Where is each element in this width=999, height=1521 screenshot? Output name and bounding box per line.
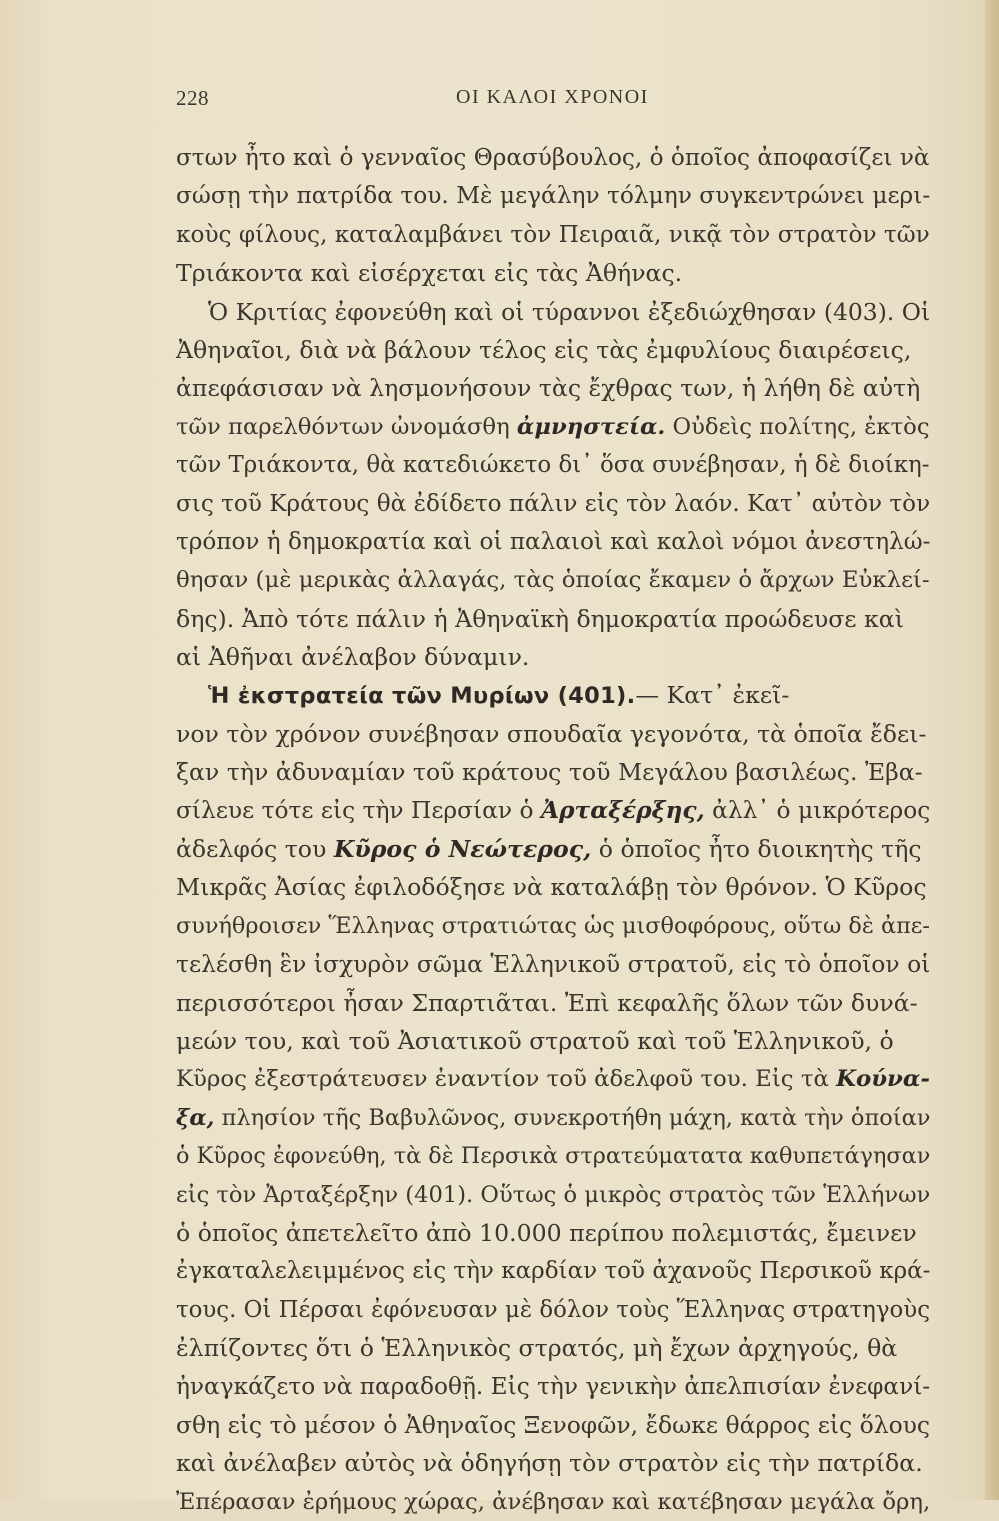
text-line [176,830,934,868]
text-run: πλησίον τῆς Βαβυλῶνος, συνεκροτήθη μάχη, κατὰ τὴν ὁποίαν [214,1104,931,1131]
text-line: καὶ ἀνέλαβεν αὐτὸς νὰ ὁδηγήσῃ τὸν στρατὸν εἰς τὴν πατρίδα. [176,1449,923,1478]
text-line: τελέσθη ἓν ἰσχυρὸν σῶμα Ἑλληνικοῦ στρατοῦ, εἰς τὸ ὁποῖον οἱ [176,950,931,979]
text-line: Ὁ Κριτίας ἐφονεύθη καὶ οἱ τύραννοι ἐξεδιώχθησαν (403). Οἱ [208,297,931,326]
text-line [176,1099,934,1137]
text-line [176,1060,934,1098]
emphasized-term: ἀμνηστεία. [516,413,666,440]
text-line: σώσῃ τὴν πατρίδα του. Μὲ μεγάλην τόλμην συγκεντρώνει μερι- [176,182,931,210]
page-number: 228 [176,86,209,110]
text-line [176,792,934,830]
emphasized-term: Ἀρταξέρξης, [540,796,705,824]
text-line: ἐλπίζοντες ὅτι ὁ Ἑλληνικὸς στρατός, μὴ ἔχων ἀρχηγούς, θὰ [176,1334,898,1363]
page-edge [985,0,999,1500]
text-line: αἱ Ἀθῆναι ἀνέλαβον δύναμιν. [176,643,530,672]
text-run: Οὐδεὶς πολίτης, ἐκτὸς [665,413,930,440]
body-text [176,139,934,1521]
emphasized-term: ξα, [176,1104,215,1131]
text-line: μεών του, καὶ τοῦ Ἀσιατικοῦ στρατοῦ καὶ τοῦ Ἑλληνικοῦ, ὁ [176,1026,894,1055]
text-line: ἐγκαταλελειμμένος εἰς τὴν καρδίαν τοῦ ἀχανοῦς Περσικοῦ κρά- [176,1258,931,1285]
text-line: τῶν Τριάκοντα, θὰ κατεδιώκετο δι᾽ ὅσα συνέβησαν, ἡ δὲ διοίκη- [176,452,930,479]
text-run: ὁ ὁποῖος ἦτο διοικητὴς τῆς [591,835,922,864]
text-line [176,676,934,714]
text-line: ἠναγκάζετο νὰ παραδοθῇ. Εἰς τὴν γενικὴν ἀπελπισίαν ἐνεφανί- [176,1372,931,1400]
text-line: περισσότεροι ἦσαν Σπαρτιᾶται. Ἐπὶ κεφαλῆς ὅλων τῶν δυνά- [176,988,918,1017]
text-line: σις τοῦ Κράτους θὰ ἐδίδετο πάλιν εἰς τὸν λαόν. Κατ᾽ αὐτὸν τὸν [176,490,931,517]
running-title: ΟΙ ΚΑΛΟΙ ΧΡΟΝΟΙ [456,86,649,108]
text-line: Τριάκοντα καὶ εἰσέρχεται εἰς τὰς Ἀθήνας. [176,259,683,288]
running-head [176,86,934,122]
text-line: δης). Ἀπὸ τότε πάλιν ἡ Ἀθηναϊκὴ δημοκρατία προώδευσε καὶ [176,604,904,633]
text-line: Ἀθηναῖοι, διὰ νὰ βάλουν τέλος εἰς τὰς ἐμφυλίους διαιρέσεις, [176,335,912,364]
emphasized-term: Κούνα- [836,1066,930,1093]
text-line: ἀπεφάσισαν νὰ λησμονήσουν τὰς ἔχθρας των, ἡ λήθη δὲ αὐτὴ [176,374,921,403]
text-run: — Κατ᾽ ἐκεῖ- [635,681,790,710]
text-line: εἰς τὸν Ἀρταξέρξην (401). Οὕτως ὁ μικρὸς στρατὸς τῶν Ἑλλήνων [176,1181,931,1208]
text-line: ὁ ὁποῖος ἀπετελεῖτο ἀπὸ 10.000 περίπου πολεμιστάς, ἔμεινεν [176,1218,917,1247]
text-line: σθη εἰς τὸ μέσον ὁ Ἀθηναῖος Ξενοφῶν, ἔδωκε θάρρος εἰς ὅλους [176,1410,931,1439]
text-line: κοὺς φίλους, καταλαμβάνει τὸν Πειραιᾶ, νικᾷ τὸν στρατὸν τῶν [176,220,930,248]
text-line: Ἐπέρασαν ἐρήμους χώρας, ἀνέβησαν καὶ κατέβησαν μεγάλα ὄρη, [176,1488,931,1515]
text-line: ξαν τὴν ἀδυναμίαν τοῦ κράτους τοῦ Μεγάλου βασιλέως. Ἐβα- [176,758,923,787]
text-line: νον τὸν χρόνον συνέβησαν σπουδαῖα γεγονότα, τὰ ὁποῖα ἔδει- [176,719,927,748]
section-heading: Ἡ ἐκστρατεία τῶν Μυρίων (401). [208,683,636,710]
text-run: Κῦρος ἐξεστράτευσεν ἐναντίον τοῦ ἀδελφοῦ του. Εἰς τὰ [176,1066,837,1093]
emphasized-term: Κῦρος ὁ Νεώτερος, [333,835,592,864]
text-line: συνήθροισεν Ἕλληνας στρατιώτας ὡς μισθοφόρους, οὕτω δὲ ἀπε- [176,912,930,939]
text-line: θησαν (μὲ μερικὰς ἀλλαγάς, τὰς ὁποίας ἔκαμεν ὁ ἄρχων Εὐκλεί- [176,567,930,594]
text-line: ὁ Κῦρος ἐφονεύθη, τὰ δὲ Περσικὰ στρατεύματατα καθυπετάγησαν [176,1143,931,1170]
text-run: σίλευε τότε εἰς τὴν Περσίαν ὁ [176,796,541,824]
text-line: Μικρᾶς Ἀσίας ἐφιλοδόξησε νὰ καταλάβῃ τὸν θρόνον. Ὁ Κῦρος [176,873,927,902]
text-run: ἀλλ᾽ ὁ μικρότερος [704,796,931,824]
text-line [176,408,934,446]
text-run: τῶν παρελθόντων ὠνομάσθη [176,413,517,440]
text-line: στων ἦτο καὶ ὁ γενναῖος Θρασύβουλος, ὁ ὁποῖος ἀποφασίζει νὰ [176,144,930,171]
text-run: ἀδελφός του [176,835,334,864]
text-line: τρόπον ἡ δημοκρατία καὶ οἱ παλαιοὶ καὶ καλοὶ νόμοι ἀνεστηλώ- [176,528,931,555]
text-line: τους. Οἱ Πέρσαι ἐφόνευσαν μὲ δόλον τοὺς Ἕλληνας στρατηγοὺς [176,1296,930,1323]
